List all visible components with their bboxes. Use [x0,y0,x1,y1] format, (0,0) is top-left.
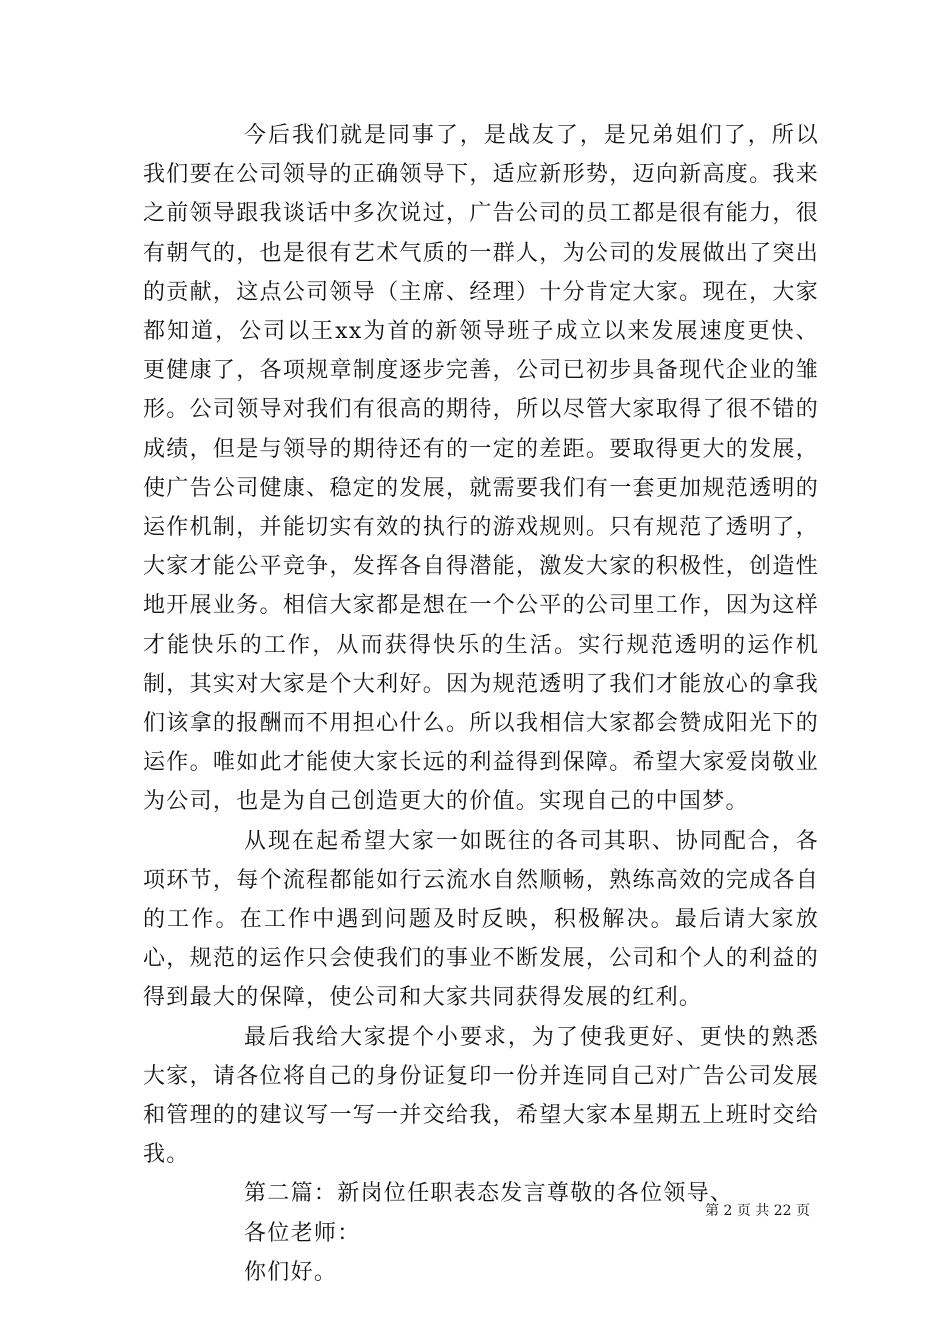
salutation-line: 各位老师： [244,1220,361,1246]
document-body [143,116,819,1292]
page-number-footer: 第 2 页 共 22 页 [705,1203,810,1219]
greeting-line: 你们好。 [244,1259,338,1285]
body-paragraph-2: 从现在起希望大家一如既往的各司其职、协同配合，各项环节，每个流程都能如行云流水自然顺畅，熟练高效的完成各自的工作。在工作中遇到问题及时反映，积极解决。最后请大家放心，规范的运作只会使我们的事业不断发展，公司和个人的利益的得到最大的保障，使公司和大家共同获得发展的红利。 [143,828,819,1011]
body-paragraph-1: 今后我们就是同事了，是战友了，是兄弟姐们了，所以我们要在公司领导的正确领导下，适应新形势，迈向新高度。我来之前领导跟我谈话中多次说过，广告公司的员工都是很有能力，很有朝气的，也是很有艺术气质的一群人，为公司的发展做出了突出的贡献，这点公司领导（主席、经理）十分肯定大家。现在，大家都知道，公司以王xx为首的新领导班子成立以来发展速度更快、更健康了，各项规章制度逐步完善，公司已初步具备现代企业的雏形。公司领导对我们有很高的期待，所以尽管大家取得了很不错的成绩，但是与领导的期待还有的一定的差距。要取得更大的发展，使广告公司健康、稳定的发展，就需要我们有一套更加规范透明的运作机制，并能切实有效的执行的游戏规则。只有规范了透明了，大家才能公平竞争，发挥各自得潜能，激发大家的积极性，创造性地开展业务。相信大家都是想在一个公平的公司里工作，因为这样才能快乐的工作，从而获得快乐的生活。实行规范透明的运作机制，其实对大家是个大利好。因为规范透明了我们才能放心的拿我们该拿的报酬而不用担心什么。所以我相信大家都会赞成阳光下的运作。唯如此才能使大家长远的利益得到保障。希望大家爱岗敬业为公司，也是为自己创造更大的价值。实现自己的中国梦。 [143,123,819,815]
section-heading-line: 第二篇：新岗位任职表态发言尊敬的各位领导、 [244,1181,734,1207]
body-paragraph-3: 最后我给大家提个小要求，为了使我更好、更快的熟悉大家，请各位将自己的身份证复印一份并连同自己对广告公司发展和管理的的建议写一写一并交给我，希望大家本星期五上班时交给我。 [143,1024,819,1168]
